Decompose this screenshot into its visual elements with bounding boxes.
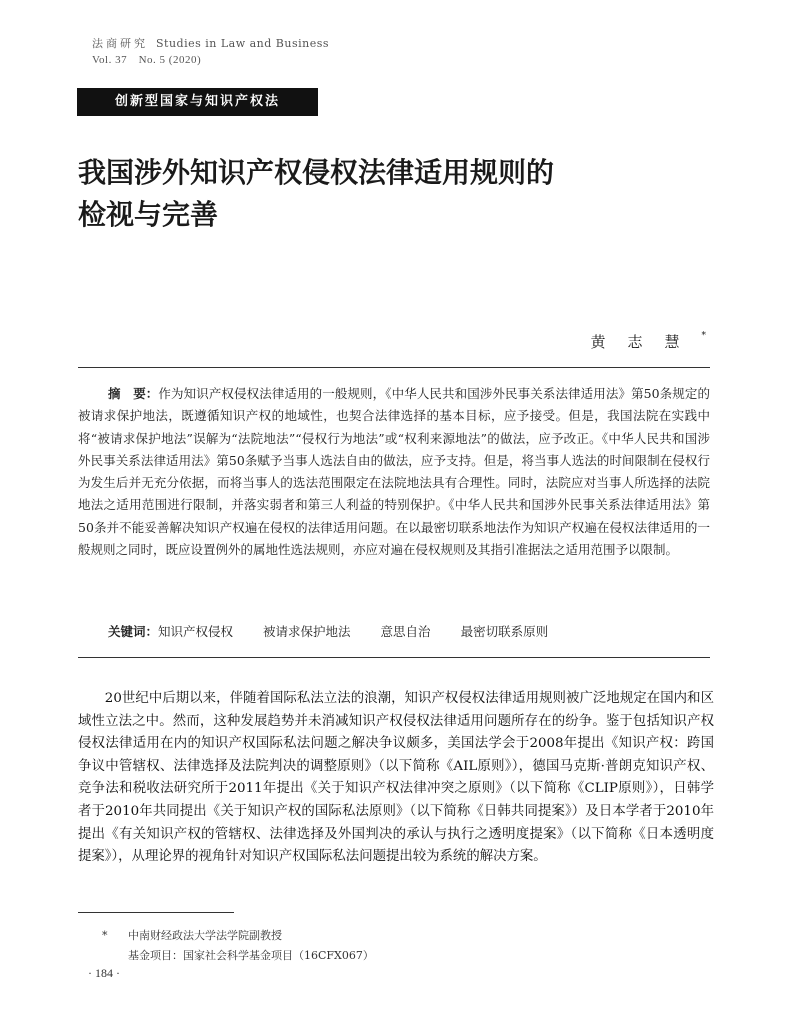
abstract-text: 作为知识产权侵权法律适用的一般规则，《中华人民共和国涉外民事关系法律适用法》第50条规定的被请求保护地法，既遵循知识产权的地域性，也契合法律选择的基本目标，应予接受。但是，我国法院在实践中将“被请求保护地法”误解为“法院地法”“侵权行为地法”或“权利来源地法”的做法，应予改正。《中华人民共和国涉外民事关系法律适用法》第50条赋予当事人选法自由的做法，应予支持。但是，将当事人选法的时间限制在侵权行为发生后并无充分依据，而将当事人的选法范围限定在法院地法具有合理性。同时，法院应对当事人所选择的法院地法之适用范围进行限制，并落实弱者和第三人利益的特别保护。《中华人民共和国涉外民事关系法律适用法》第50条并不能妥善解决知识产权遍在侵权的法律适用问题。在以最密切联系地法作为知识产权遍在侵权法律适用的一般规则之同时，既应设置例外的属地性选法规则，亦应对遍在侵权规则及其指引准据法之适用范围予以限制。 [78,386,710,558]
column-banner [77,88,318,116]
abstract-top-rule [78,367,710,368]
journal-name-cn: 法商研究 [92,37,148,50]
article-title [78,152,678,236]
body-paragraph: 20世纪中后期以来，伴随着国际私法立法的浪潮，知识产权侵权法律适用规则被广泛地规定在国内和区域性立法之中。然而，这种发展趋势并未消减知识产权侵权法律适用问题所存在的纷争。鉴于包括知识产权侵权法律适用在内的知识产权国际私法问题之解决争议颇多，美国法学会于2008年提出《知识产权：跨国争议中管辖权、法律选择及法院判决的调整原则》（以下简称《AIL原则》），德国马克斯·普朗克知识产权、竞争法和税收法研究所于2011年提出《关于知识产权法律冲突之原则》（以下简称《CLIP原则》），日韩学者于2010年共同提出《关于知识产权的国际私法原则》（以下简称《日韩共同提案》）及日本学者于2010年提出《有关知识产权的管辖权、法律选择及外国判决的承认与执行之透明度提案》（以下简称《日本透明度提案》），从理论界的视角针对知识产权国际私法问题提出较为系统的解决方案。 [78,691,714,865]
title-line-2: 检视与完善 [78,198,219,231]
footnotes [102,926,374,966]
journal-header [92,36,329,68]
abstract [78,383,710,561]
author [590,331,706,352]
keyword: 知识产权侵权 [158,624,234,639]
footnote-affiliation [102,926,374,946]
keywords [108,622,578,640]
title-line-1: 我国涉外知识产权侵权法律适用规则的 [78,156,555,189]
journal-name [92,36,329,52]
footnote-mark: * [102,929,108,942]
author-footnote-mark: * [701,331,706,341]
footnote-fund: 基金项目：国家社会科学基金项目（16CFX067） [128,949,374,962]
footnote-affiliation-text: 中南财经政法大学法学院副教授 [128,929,282,942]
journal-name-en: Studies in Law and Business [156,37,330,50]
page-number: · 184 · [88,966,120,980]
keyword: 最密切联系原则 [460,624,549,639]
abstract-bottom-rule [78,657,710,658]
keywords-label: 关键词： [108,624,159,639]
column-title: 创新型国家与知识产权法 [114,94,280,109]
abstract-label: 摘 要： [108,386,159,401]
footnote-rule [78,912,234,913]
journal-issue: Vol. 37 No. 5 (2020) [92,54,202,66]
keyword: 被请求保护地法 [263,624,351,639]
author-name: 黄志慧 [590,333,702,351]
keyword: 意思自治 [380,624,431,639]
